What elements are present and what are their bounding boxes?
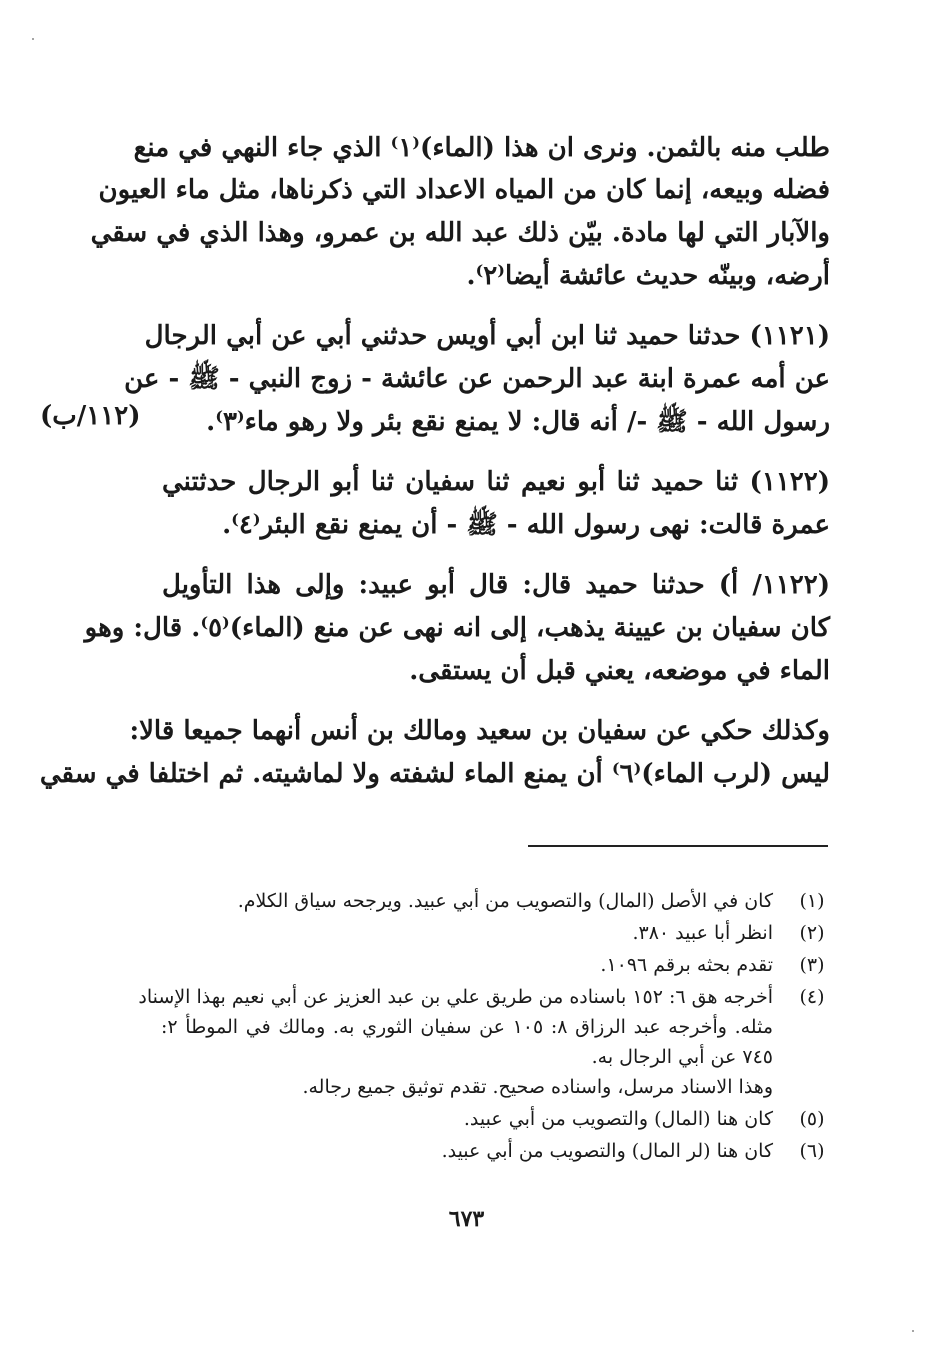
body-line: طلب منه بالثمن. ونرى ان هذا (الماء)⁽١⁾ الذي جاء النهي في منع (133, 133, 830, 163)
footnote-text: تقدم بحثه برقم ١٠٩٦. (600, 954, 773, 976)
body-line: عمرة قالت: نهى رسول الله - ﷺ - أن يمنع نقع البئر⁽٤⁾. (222, 510, 830, 540)
page-number: ٦٧٣ (448, 1206, 485, 1232)
footnote-text: ٧٤٥ عن أبي الرجال به. (591, 1046, 773, 1068)
footnote-number: (٣) (799, 954, 825, 976)
footnote-text: كان في الأصل (المال) والتصويب من أبي عبيد. ويرجحه سياق الكلام. (237, 890, 773, 912)
margin-folio-note: (١١٢/ب) (40, 401, 141, 431)
body-line: فضله وبيعه، إنما كان من المياه الاعداد التي ذكرناها، مثل ماء العيون (98, 175, 830, 205)
body-line: (١١٢٢) ثنا حميد ثنا أبو نعيم ثنا سفيان ثنا أبو الرجال حدثتني (162, 467, 830, 497)
body-line: أرضه، وبينّه حديث عائشة أيضا⁽٢⁾. (466, 261, 830, 291)
body-line: (١١٢٢/ أ) حدثنا حميد قال: قال أبو عبيد: وإلى هذا التأويل (162, 570, 830, 600)
scan-speck (32, 38, 34, 40)
body-line: الماء في موضعه، يعني قبل أن يستقى. (409, 656, 830, 686)
scan-speck (912, 1330, 914, 1332)
footnote-number: (٥) (799, 1108, 825, 1130)
footnote-text: وهذا الاسناد مرسل، واسناده صحيح. تقدم توثيق جميع رجاله. (302, 1076, 773, 1098)
footnote-number: (٦) (799, 1140, 825, 1162)
body-line: (١١٢١) حدثنا حميد ثنا ابن أبي أويس حدثني أبي عن أبي الرجال (144, 321, 830, 351)
footnote-number: (١) (799, 890, 825, 912)
footnote-text: كان هنا (لر المال) والتصويب من أبي عبيد. (441, 1140, 773, 1162)
body-line: رسول الله - ﷺ -/ أنه قال: لا يمنع نقع بئر ولا رهو ماء⁽٣⁾. (206, 407, 830, 437)
body-line: كان سفيان بن عيينة يذهب، إلى انه نهى عن منع (الماء)⁽٥⁾. قال: وهو (84, 613, 830, 643)
body-line: والآبار التي لها مادة. بيّن ذلك عبد الله بن عمرو، وهذا الذي في سقي (90, 218, 830, 248)
footnote-text: انظر أبا عبيد ٣٨٠. (632, 922, 773, 944)
footnote-text: أخرجه هق ٦: ١٥٢ باسناده من طريق علي بن عبد العزيز عن أبي نعيم بهذا الإسناد (138, 986, 773, 1008)
body-line: وكذلك حكي عن سفيان بن سعيد ومالك بن أنس أنهما جميعا قالا: (129, 716, 830, 746)
footnote-number: (٢) (799, 922, 825, 944)
footnote-text: كان هنا (المال) والتصويب من أبي عبيد. (463, 1108, 773, 1130)
body-line: عن أمه عمرة ابنة عبد الرحمن عن عائشة - زوج النبي - ﷺ - عن (124, 364, 830, 394)
footnote-separator (528, 845, 828, 847)
footnote-number: (٤) (799, 986, 825, 1008)
footnote-text: مثله. وأخرجه عبد الرزاق ٨: ١٠٥ عن سفيان الثوري به. ومالك في الموطأ ٢: (161, 1016, 773, 1038)
body-line: ليس (لرب الماء)⁽٦⁾ أن يمنع الماء لشفته ولا لماشيته. ثم اختلفا في سقي (39, 759, 830, 789)
